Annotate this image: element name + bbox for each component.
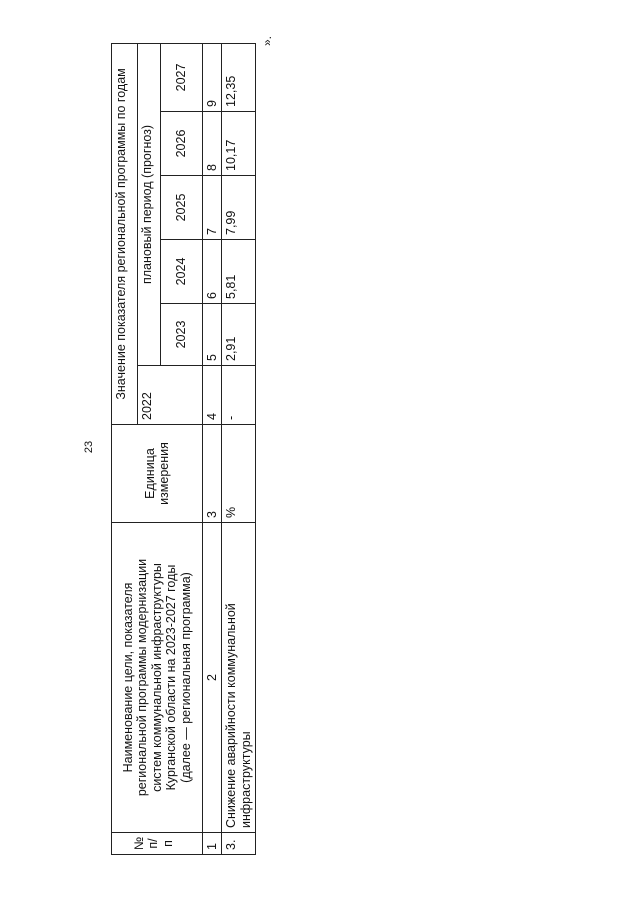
page-number: 23: [83, 440, 96, 454]
column-number: 5: [203, 304, 222, 366]
header-values-group: Значение показателя региональной программы по годам: [112, 43, 138, 424]
closing-quote-mark: ».: [260, 35, 275, 47]
header-year-2024: 2024: [161, 240, 203, 304]
column-number: 4: [203, 366, 222, 425]
header-row-1: [112, 43, 138, 854]
table-row: [222, 43, 256, 854]
column-number: 6: [203, 240, 222, 304]
indicators-table: [111, 43, 256, 855]
header-planned-group: плановый период (прогноз): [138, 43, 161, 365]
column-number: 8: [203, 112, 222, 176]
column-number: 7: [203, 176, 222, 240]
row-value-2023: 2,91: [222, 304, 256, 366]
row-value-2025: 7,99: [222, 176, 256, 240]
column-number-row: [203, 43, 222, 854]
header-year-2027: 2027: [161, 43, 203, 111]
row-value-2022: -: [222, 366, 256, 425]
header-num: № п/п: [112, 833, 203, 855]
header-name: Наименование цели, показателя региональной программы модернизации систем коммунальной инфраструктуры Курганской области на 2023-2027 годы (далее — региональная программа): [112, 523, 203, 833]
row-value-2027: 12,35: [222, 43, 256, 111]
header-year-2023: 2023: [161, 304, 203, 366]
column-number: 2: [203, 523, 222, 833]
row-value-2026: 10,17: [222, 112, 256, 176]
column-number: 1: [203, 833, 222, 855]
header-year-2025: 2025: [161, 176, 203, 240]
column-number: 9: [203, 43, 222, 111]
row-name: Снижение аварийности коммунальной инфраструктуры: [222, 523, 256, 833]
header-unit: Единица измерения: [112, 425, 203, 523]
header-year-2026: 2026: [161, 112, 203, 176]
column-number: 3: [203, 425, 222, 523]
row-num: 3.: [222, 833, 256, 855]
row-value-2024: 5,81: [222, 240, 256, 304]
header-year-2022: 2022: [138, 366, 203, 425]
row-unit: %: [222, 425, 256, 523]
